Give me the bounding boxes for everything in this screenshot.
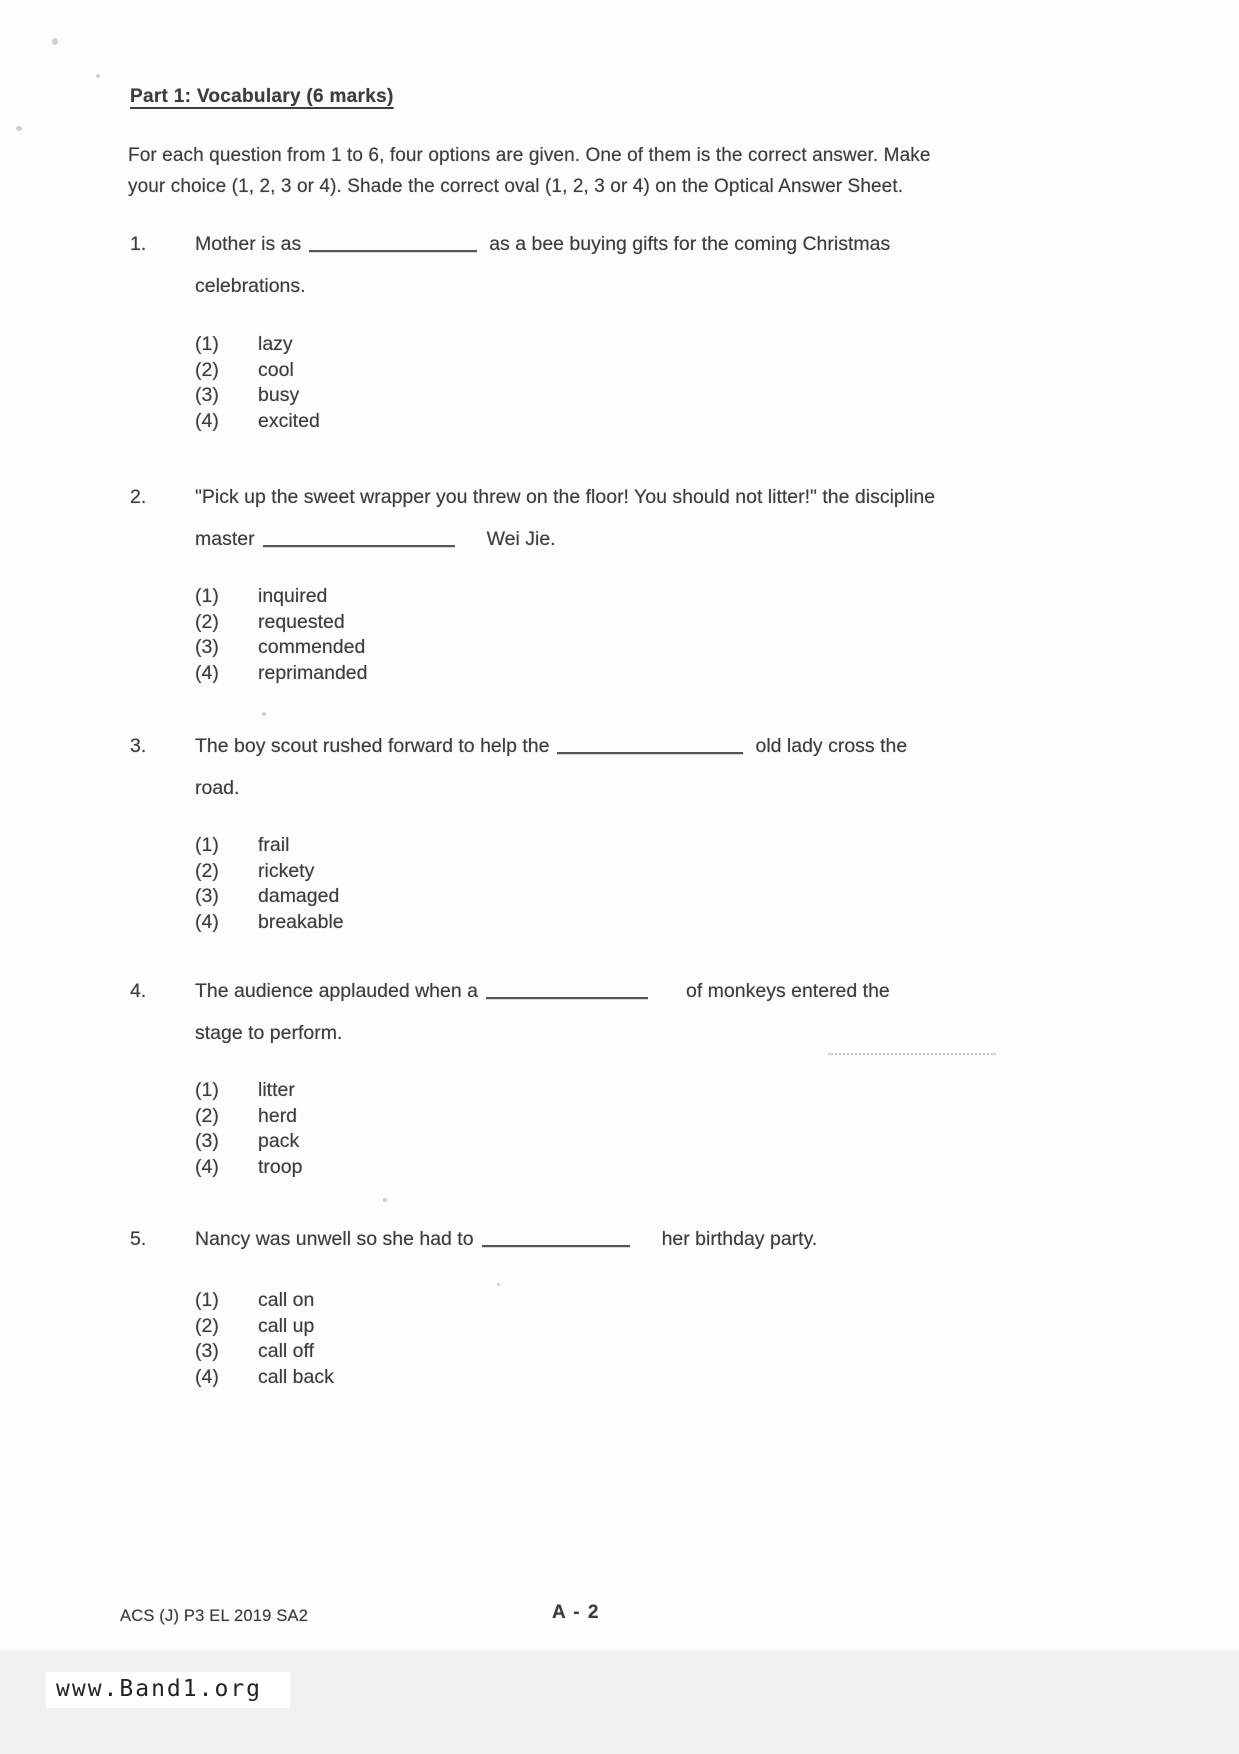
option-number: (4): [195, 409, 219, 432]
footer-page-number: A - 2: [552, 1602, 600, 1623]
option-row: [195, 1129, 302, 1155]
option-row: [195, 584, 367, 610]
question-2-options: [195, 584, 367, 686]
question-1-number: 1.: [130, 233, 147, 255]
question-5-options: [195, 1288, 334, 1390]
option-number: (4): [195, 1365, 219, 1388]
option-number: (4): [195, 1155, 219, 1178]
question-3: [0, 735, 1239, 800]
footer-doc-code: ACS (J) P3 EL 2019 SA2: [120, 1607, 309, 1625]
option-number: (1): [195, 1289, 219, 1311]
question-2-text-before: master: [195, 528, 255, 550]
question-2-text-after: Wei Jie.: [486, 528, 556, 550]
option-label: litter: [258, 1079, 295, 1101]
option-row: [195, 358, 320, 384]
question-2: [0, 486, 1239, 551]
option-number: (4): [195, 661, 219, 684]
question-5-text-before: Nancy was unwell so she had to: [195, 1228, 474, 1250]
question-3-number: 3.: [130, 735, 147, 757]
question-3-text-line2: road.: [195, 777, 240, 799]
scan-speck: [497, 1283, 500, 1286]
question-4-text-before: The audience applauded when a: [195, 980, 478, 1002]
option-number: (2): [195, 610, 219, 633]
scan-smudge: [828, 1053, 996, 1055]
question-4-number: 4.: [130, 980, 147, 1002]
option-label: busy: [258, 384, 300, 407]
instructions-line1: For each question from 1 to 6, four options are given. One of them is the correct answer. Make: [128, 145, 931, 166]
option-row: [195, 332, 320, 358]
option-number: (1): [195, 834, 219, 856]
option-row: [195, 635, 367, 661]
scan-speck: [16, 126, 22, 131]
option-label: rickety: [258, 859, 315, 882]
option-row: [195, 1155, 302, 1181]
option-label: excited: [258, 409, 320, 432]
option-row: [195, 1339, 334, 1365]
question-2-text-line1: "Pick up the sweet wrapper you threw on the floor! You should not litter!" the discipline: [195, 486, 936, 508]
option-row: [195, 610, 367, 636]
option-label: damaged: [258, 885, 340, 908]
option-number: (1): [195, 333, 219, 355]
option-number: (2): [195, 358, 219, 381]
option-row: [195, 910, 344, 936]
answer-blank: [482, 1245, 630, 1247]
instructions-line2: your choice (1, 2, 3 or 4). Shade the correct oval (1, 2, 3 or 4) on the Optical Answer Sheet.: [128, 176, 904, 197]
question-4-text-line2: stage to perform.: [195, 1022, 343, 1044]
option-row: [195, 383, 320, 409]
option-row: [195, 884, 344, 910]
option-label: call up: [258, 1314, 315, 1337]
part-title: Part 1: Vocabulary (6 marks): [130, 86, 394, 107]
question-5-text-after: her birthday party.: [661, 1228, 818, 1250]
question-1-text-line2: celebrations.: [195, 275, 306, 297]
question-3-options: [195, 833, 344, 935]
instructions: [128, 140, 1048, 202]
option-row: [195, 1288, 334, 1314]
option-number: (2): [195, 1104, 219, 1127]
option-number: (1): [195, 585, 219, 607]
option-row: [195, 1104, 302, 1130]
option-label: troop: [258, 1155, 303, 1178]
scan-speck: [383, 1198, 387, 1202]
question-4-options: [195, 1078, 302, 1180]
option-label: commended: [258, 636, 366, 659]
question-4: [0, 980, 1239, 1045]
option-number: (2): [195, 859, 219, 882]
option-row: [195, 1314, 334, 1340]
option-label: requested: [258, 610, 345, 633]
option-number: (3): [195, 1130, 219, 1153]
watermark-band1: www.Band1.org: [46, 1672, 290, 1708]
question-3-text-after: old lady cross the: [755, 735, 908, 757]
option-row: [195, 833, 344, 859]
option-number: (3): [195, 384, 219, 407]
option-row: [195, 1078, 302, 1104]
question-1-text-after: as a bee buying gifts for the coming Christmas: [489, 233, 891, 255]
scan-speck: [96, 74, 100, 78]
question-3-text-before: The boy scout rushed forward to help the: [195, 735, 550, 757]
option-label: reprimanded: [258, 661, 368, 684]
option-label: frail: [258, 834, 290, 856]
question-4-text-after: of monkeys entered the: [685, 980, 890, 1002]
question-1: [0, 233, 1239, 298]
option-label: lazy: [258, 333, 293, 355]
question-5-number: 5.: [130, 1228, 147, 1250]
option-label: call off: [258, 1340, 315, 1363]
option-label: cool: [258, 358, 294, 381]
option-label: call back: [258, 1365, 334, 1388]
option-number: (2): [195, 1314, 219, 1337]
answer-blank: [309, 250, 477, 252]
question-1-options: [195, 332, 320, 434]
option-row: [195, 1365, 334, 1391]
option-number: (1): [195, 1079, 219, 1101]
option-label: pack: [258, 1130, 300, 1153]
option-number: (4): [195, 910, 219, 933]
scan-speck: [52, 38, 58, 45]
option-label: call on: [258, 1289, 315, 1311]
answer-blank: [486, 997, 648, 999]
question-1-text-before: Mother is as: [195, 233, 302, 255]
option-number: (3): [195, 885, 219, 908]
question-2-number: 2.: [130, 486, 147, 508]
question-5: [0, 1228, 1239, 1251]
option-label: breakable: [258, 910, 344, 933]
option-row: [195, 859, 344, 885]
answer-blank: [263, 545, 455, 547]
option-label: inquired: [258, 585, 328, 607]
option-number: (3): [195, 636, 219, 659]
option-number: (3): [195, 1340, 219, 1363]
answer-blank: [557, 752, 743, 754]
option-label: herd: [258, 1104, 298, 1127]
option-row: [195, 409, 320, 435]
scan-speck: [262, 712, 266, 716]
option-row: [195, 661, 367, 687]
